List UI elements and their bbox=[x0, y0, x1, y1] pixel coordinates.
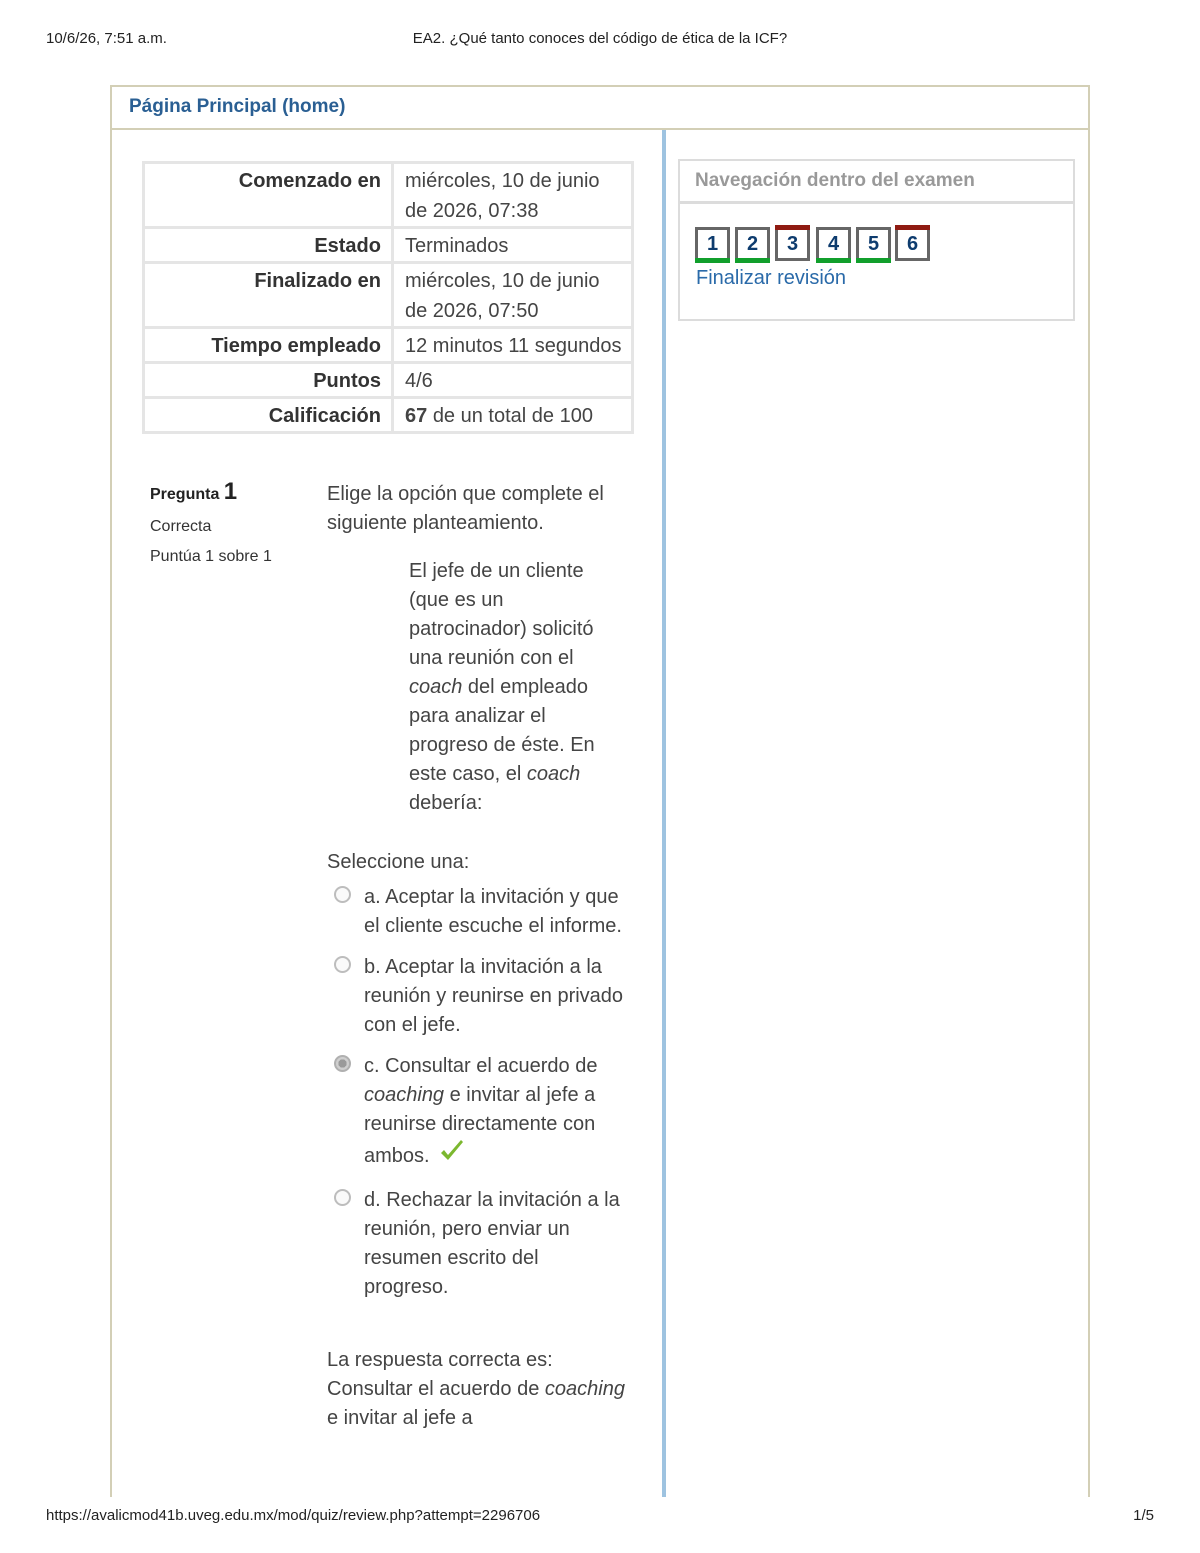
quiz-nav-button-4[interactable]: 4 bbox=[816, 227, 851, 261]
question-scenario: El jefe de un cliente (que es un patrocinador) solicitó una reunión con el coach del empleado para analizar el progreso de éste. En este caso, el coach debería: bbox=[409, 560, 595, 814]
grade-score: 67 bbox=[405, 405, 428, 427]
quiz-nav-button-1[interactable]: 1 bbox=[695, 227, 730, 261]
attempt-summary-table bbox=[142, 161, 634, 434]
summary-value: 12 minutos 11 segundos bbox=[393, 328, 633, 363]
quiz-nav-button-2[interactable]: 2 bbox=[735, 227, 770, 261]
summary-label: Finalizado en bbox=[144, 263, 393, 328]
radio-d[interactable] bbox=[334, 1189, 351, 1206]
finish-review-link[interactable]: Finalizar revisión bbox=[696, 267, 847, 289]
answer-prompt: Seleccione una: bbox=[327, 851, 470, 873]
quiz-nav-button-3[interactable]: 3 bbox=[775, 227, 810, 261]
radio-c-selected[interactable] bbox=[334, 1055, 351, 1072]
summary-row bbox=[144, 328, 633, 363]
question-intro: Elige la opción que complete el siguiente planteamiento. bbox=[327, 483, 604, 534]
status-bar-correct bbox=[856, 258, 891, 263]
summary-value: 4/6 bbox=[393, 363, 633, 398]
question-number-value: 1 bbox=[223, 478, 238, 505]
status-bar-correct bbox=[816, 258, 851, 263]
question-info bbox=[150, 478, 310, 566]
option-a-label: a. Aceptar la invitación y que el cliente escuche el informe. bbox=[364, 886, 622, 937]
radio-a[interactable] bbox=[334, 886, 351, 903]
status-bar-correct bbox=[695, 258, 730, 263]
quiz-navigation-title: Navegación dentro del examen bbox=[680, 161, 1073, 204]
summary-row bbox=[144, 363, 633, 398]
summary-row bbox=[144, 228, 633, 263]
quiz-navigation-block bbox=[678, 159, 1075, 321]
summary-row-grade bbox=[144, 398, 633, 433]
option-d-label: d. Rechazar la invitación a la reunión, pero enviar un resumen escrito del progreso. bbox=[364, 1189, 620, 1298]
correct-check-icon bbox=[439, 1139, 465, 1174]
question-mark: Puntúa 1 sobre 1 bbox=[150, 548, 272, 565]
option-c[interactable] bbox=[327, 1052, 627, 1174]
summary-value: miércoles, 10 de junio de 2026, 07:50 bbox=[393, 263, 633, 328]
breadcrumb bbox=[110, 85, 1090, 130]
answer-options bbox=[327, 883, 627, 1302]
status-bar-incorrect bbox=[895, 225, 930, 230]
radio-b[interactable] bbox=[334, 956, 351, 973]
column-divider bbox=[662, 130, 666, 1497]
summary-value: miércoles, 10 de junio de 2026, 07:38 bbox=[393, 163, 633, 228]
question-content bbox=[327, 480, 627, 1433]
summary-label: Estado bbox=[144, 228, 393, 263]
question-state: Correcta bbox=[150, 518, 212, 535]
print-page-number: 1/5 bbox=[1133, 1507, 1154, 1524]
status-bar-incorrect bbox=[775, 225, 810, 230]
print-url: https://avalicmod41b.uveg.edu.mx/mod/quiz/review.php?attempt=2296706 bbox=[46, 1507, 541, 1524]
option-b-label: b. Aceptar la invitación a la reunión y reunirse en privado con el jefe. bbox=[364, 956, 624, 1036]
summary-label: Calificación bbox=[144, 398, 393, 433]
option-d[interactable] bbox=[327, 1186, 627, 1302]
summary-value: Terminados bbox=[393, 228, 633, 263]
quiz-nav-button-6[interactable]: 6 bbox=[895, 227, 930, 261]
summary-row bbox=[144, 263, 633, 328]
print-footer bbox=[46, 1507, 1154, 1527]
summary-label: Tiempo empleado bbox=[144, 328, 393, 363]
option-a[interactable] bbox=[327, 883, 627, 941]
print-header bbox=[46, 30, 1154, 50]
option-c-label: c. Consultar el acuerdo de coaching e invitar al jefe a reunirse directamente con ambos. bbox=[364, 1055, 598, 1167]
print-datetime: 10/6/26, 7:51 a.m. bbox=[46, 30, 167, 47]
summary-label: Puntos bbox=[144, 363, 393, 398]
option-b[interactable] bbox=[327, 953, 627, 1040]
quiz-nav-button-5[interactable]: 5 bbox=[856, 227, 891, 261]
right-answer-feedback: La respuesta correcta es: Consultar el acuerdo de coaching e invitar al jefe a bbox=[327, 1349, 625, 1429]
question-number: Pregunta 1 bbox=[150, 478, 238, 505]
home-link[interactable]: Página Principal (home) bbox=[129, 96, 346, 117]
status-bar-correct bbox=[735, 258, 770, 263]
summary-label: Comenzado en bbox=[144, 163, 393, 228]
grade-total: de un total de 100 bbox=[432, 405, 593, 427]
grade-value bbox=[393, 398, 633, 433]
summary-row bbox=[144, 163, 633, 228]
print-title: EA2. ¿Qué tanto conoces del código de ética de la ICF? bbox=[412, 30, 788, 47]
